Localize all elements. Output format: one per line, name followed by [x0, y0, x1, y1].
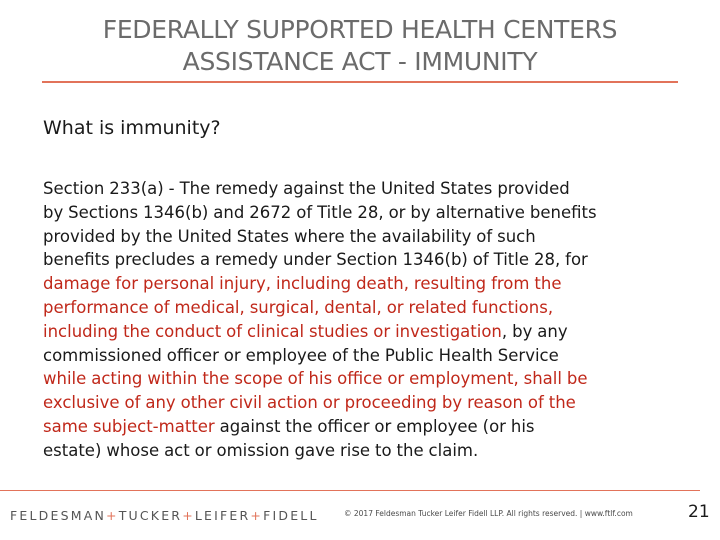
plain-text: , by any [501, 321, 568, 341]
plain-text: provided by the United States where the availability of such [43, 226, 536, 246]
highlighted-text: exclusive of any other civil action or proceeding by reason of the [43, 393, 576, 413]
title-divider [42, 81, 678, 83]
paragraph-line [43, 391, 689, 415]
paragraph-line [43, 439, 689, 463]
highlighted-text: performance of medical, surgical, dental, or related functions, [43, 297, 554, 317]
paragraph-line [43, 225, 689, 249]
logo-plus-separator: + [250, 508, 264, 523]
paragraph-line [43, 320, 689, 344]
logo-name: FELDESMAN [10, 508, 106, 523]
statute-paragraph [43, 177, 689, 463]
paragraph-line [43, 344, 689, 368]
logo-name: FIDELL [263, 508, 319, 523]
slide-title-line-2: ASSISTANCE ACT - IMMUNITY [182, 47, 538, 76]
paragraph-line [43, 177, 689, 201]
plain-text: against the officer or employee (or his [214, 416, 535, 436]
footer-divider [0, 490, 700, 491]
plain-text: commissioned officer or employee of the Public Health Service [43, 345, 559, 365]
highlighted-text: same subject-matter [43, 416, 215, 436]
paragraph-line [43, 415, 689, 439]
highlighted-text: damage for personal injury, including death, resulting from the [43, 274, 562, 294]
plain-text: Section 233(a) - The remedy against the United States provided [43, 179, 570, 198]
paragraph-line [43, 296, 689, 320]
highlighted-text: including the conduct of clinical studies or investigation [43, 321, 502, 341]
firm-logo [10, 508, 319, 523]
plain-text: benefits precludes a remedy under Section 1346(b) of Title 28, for [43, 250, 588, 270]
logo-name: LEIFER [194, 508, 251, 523]
logo-name: TUCKER [118, 508, 183, 523]
slide-title-line-1: FEDERALLY SUPPORTED HEALTH CENTERS [102, 15, 618, 44]
paragraph-line [43, 367, 689, 391]
paragraph-line [43, 201, 689, 225]
copyright-notice: © 2017 Feldesman Tucker Leifer Fidell LLP. All rights reserved. | www.ftlf.com [344, 509, 633, 518]
logo-plus-separator: + [182, 508, 195, 523]
paragraph-line [43, 272, 689, 296]
plain-text: by Sections 1346(b) and 2672 of Title 28, or by alternative benefits [43, 202, 597, 222]
question-heading: What is immunity? [43, 117, 221, 139]
highlighted-text: while acting within the scope of his office or employment, shall be [43, 369, 588, 389]
logo-plus-separator: + [106, 508, 119, 523]
paragraph-line [43, 248, 689, 272]
slide-title [30, 14, 690, 78]
page-number: 21 [688, 502, 710, 522]
plain-text: estate) whose act or omission gave rise to the claim. [43, 440, 479, 460]
